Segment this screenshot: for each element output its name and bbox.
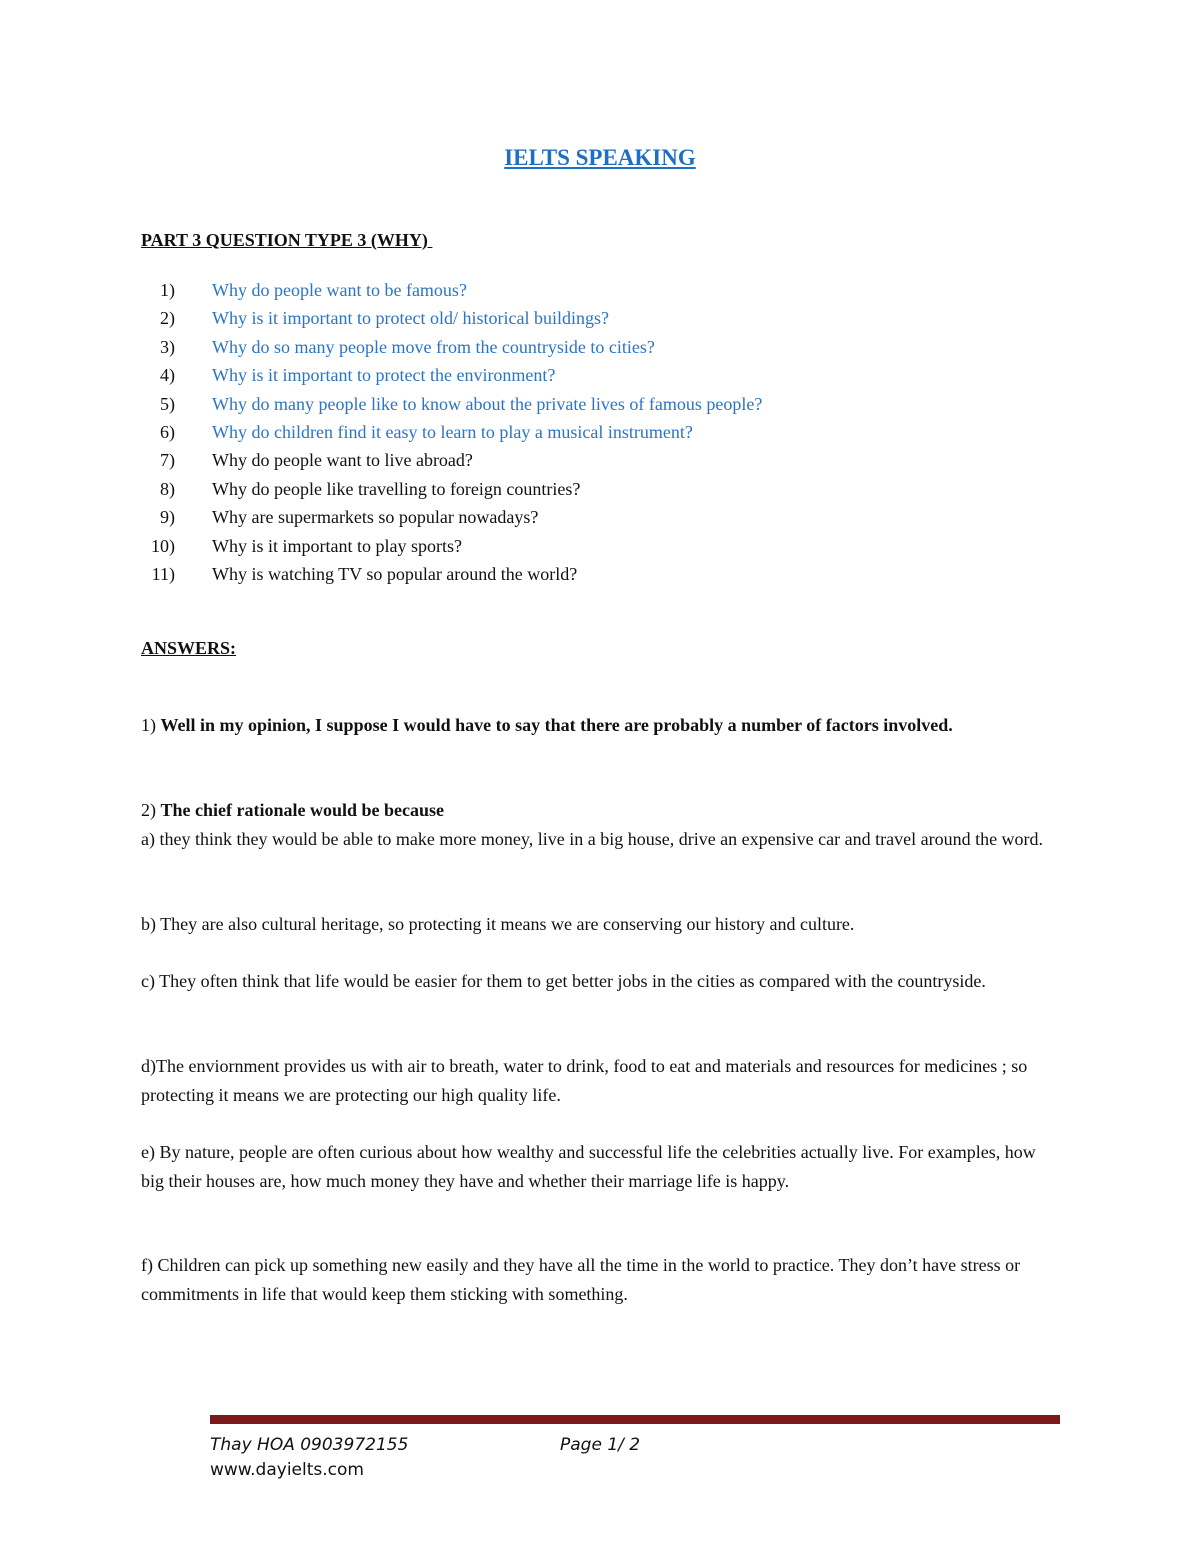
footer-divider [210, 1415, 1060, 1424]
list-item [141, 390, 1101, 418]
answers-heading: ANSWERS: [141, 638, 237, 658]
answer-d [141, 1052, 1051, 1109]
question-text: Why do so many people move from the countryside to cities? [212, 336, 655, 357]
answer-e [141, 1138, 1051, 1195]
question-text: Why do people like travelling to foreign countries? [212, 478, 581, 499]
question-number: 7) [160, 450, 175, 471]
answer-f [141, 1251, 1051, 1308]
question-list [141, 276, 1101, 588]
footer-website: www.dayielts.com [210, 1460, 364, 1480]
question-number: 4) [160, 365, 175, 386]
answer-number: 2) [141, 800, 161, 820]
question-number: 5) [160, 393, 175, 414]
answer-b [141, 910, 1051, 939]
answer-d-text: d)The enviornment provides us with air to breath, water to drink, food to eat and materials and resources for medicines ; so protecting it means we are protecting our high quality life. [141, 1056, 1028, 1105]
question-text: Why is watching TV so popular around the world? [212, 563, 578, 584]
part-heading: PART 3 QUESTION TYPE 3 (WHY) [141, 230, 433, 250]
footer-author: Thay HOA 0903972155 [210, 1435, 409, 1455]
answer-f-text: f) Children can pick up something new easily and they have all the time in the world to practice. They don’t have stress or commitments in life that would keep them sticking with something. [141, 1255, 1021, 1304]
list-item [141, 304, 1101, 332]
list-item [141, 361, 1101, 389]
question-number: 9) [160, 507, 175, 528]
question-number: 6) [160, 421, 175, 442]
question-text: Why do people want to live abroad? [212, 450, 473, 471]
answer-c [141, 967, 1051, 996]
question-text: Why is it important to protect old/ historical buildings? [212, 308, 609, 329]
question-number: 11) [151, 563, 175, 584]
question-text: Why do people want to be famous? [212, 280, 467, 300]
answer-a: a) they think they would be able to make more money, live in a big house, drive an expensive car and travel around the word. [141, 828, 1044, 849]
question-text: Why do many people like to know about the private lives of famous people? [212, 393, 763, 414]
answer-c-text: c) They often think that life would be easier for them to get better jobs in the cities as compared with the countryside. [141, 971, 986, 991]
footer-page-number: Page 1/ 2 [560, 1435, 641, 1455]
question-number: 1) [160, 280, 175, 300]
page-title: IELTS SPEAKING [504, 145, 696, 170]
list-item [141, 475, 1101, 503]
list-item [141, 333, 1101, 361]
list-item [141, 532, 1101, 560]
question-text: Why do children find it easy to learn to play a musical instrument? [212, 421, 693, 442]
answer-e-text: e) By nature, people are often curious about how wealthy and successful life the celebrities actually live. For examples, how big their houses are, how much money they have and whether their marriage life is happy. [141, 1142, 1036, 1191]
question-text: Why is it important to protect the environment? [212, 365, 556, 386]
question-number: 10) [151, 535, 175, 556]
question-number: 8) [160, 478, 175, 499]
list-item [141, 418, 1101, 446]
answer-number: 1) [141, 715, 161, 735]
answer-text: Well in my opinion, I suppose I would have to say that there are probably a number of factors involved. [160, 715, 953, 735]
question-text: Why is it important to play sports? [212, 535, 462, 556]
question-number: 2) [160, 308, 175, 329]
question-number: 3) [160, 336, 175, 357]
answer-2 [141, 796, 1051, 853]
answer-b-text: b) They are also cultural heritage, so protecting it means we are conserving our history and culture. [141, 914, 855, 934]
list-item [141, 446, 1101, 474]
list-item [141, 503, 1101, 531]
question-text: Why are supermarkets so popular nowadays? [212, 507, 539, 528]
answer-lead: The chief rationale would be because [160, 800, 444, 820]
answer-1 [141, 711, 1051, 740]
list-item [141, 560, 1101, 588]
list-item [141, 276, 1101, 304]
